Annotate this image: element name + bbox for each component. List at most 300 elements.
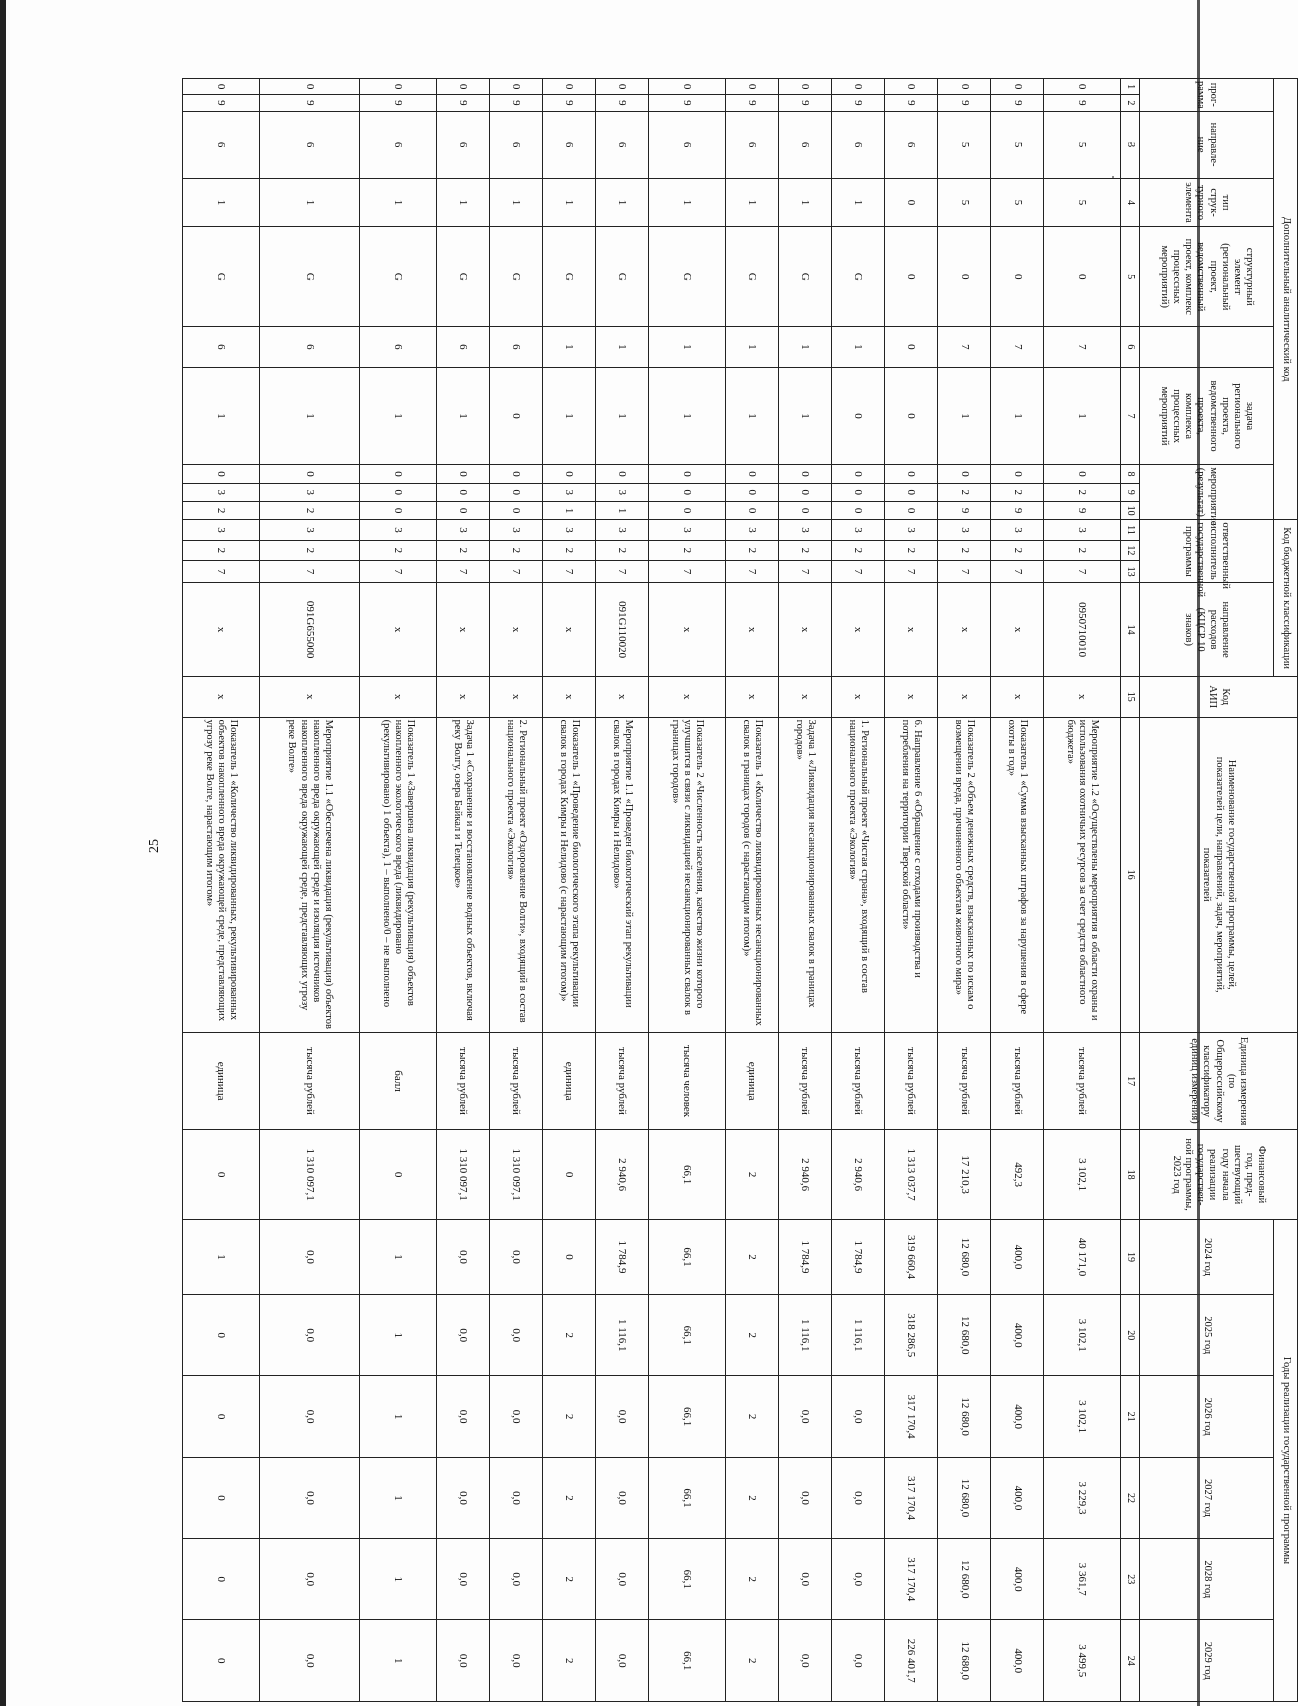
code-cell: 0 xyxy=(489,367,542,465)
code-cell: 9 xyxy=(885,95,938,111)
code-cell: 3 xyxy=(259,520,359,540)
column-number: 9 xyxy=(1121,483,1140,501)
code-cell: 0 xyxy=(885,178,938,227)
value-cell: 0,0 xyxy=(596,1539,649,1620)
value-cell: 317 170,4 xyxy=(885,1457,938,1538)
header-years-title: Годы реализации государственной программы xyxy=(1274,1219,1298,1701)
value-cell: 3 102,1 xyxy=(1044,1376,1121,1457)
code-cell: 6 xyxy=(649,111,726,178)
value-cell: 1 xyxy=(360,1295,437,1376)
unit-cell: тысяча рублей xyxy=(991,1032,1044,1130)
value-cell: 2 940,6 xyxy=(832,1130,885,1219)
code-cell: 6 xyxy=(832,111,885,178)
code-cell: 1 xyxy=(596,501,649,519)
value-cell: 0 xyxy=(183,1376,260,1457)
code-cell: 1 xyxy=(649,367,726,465)
code-cell: 9 xyxy=(938,501,991,519)
value-cell: 1 116,1 xyxy=(832,1295,885,1376)
code-cell: 3 xyxy=(489,520,542,540)
header-year-2027: 2027 год xyxy=(1140,1457,1274,1538)
code-cell: 1 xyxy=(543,367,596,465)
code-cell: 1 xyxy=(778,178,831,227)
value-cell: 0 xyxy=(183,1539,260,1620)
code-cell: 5 xyxy=(991,178,1044,227)
value-cell: 0,0 xyxy=(436,1376,489,1457)
code-cell: 2 xyxy=(938,483,991,501)
code-cell: 6 xyxy=(489,327,542,368)
code-cell: 0950710010 xyxy=(1044,583,1121,677)
column-number: 1 xyxy=(1121,79,1140,95)
table-row xyxy=(885,79,938,1702)
code-cell: х xyxy=(183,583,260,677)
value-cell: 400,0 xyxy=(991,1539,1044,1620)
code-cell: 1 xyxy=(649,178,726,227)
table-header xyxy=(1121,79,1298,1702)
unit-cell: тысяча рублей xyxy=(436,1032,489,1130)
code-cell: 2 xyxy=(259,540,359,560)
code-cell: 5 xyxy=(1044,111,1121,178)
value-cell: 2 xyxy=(725,1295,778,1376)
table-row xyxy=(543,79,596,1702)
code-cell: 3 xyxy=(360,520,437,540)
value-cell: 3 361,7 xyxy=(1044,1539,1121,1620)
code-cell: 2 xyxy=(1044,540,1121,560)
unit-cell: тысяча рублей xyxy=(778,1032,831,1130)
code-cell: 7 xyxy=(725,560,778,582)
value-cell: 40 171,0 xyxy=(1044,1219,1121,1294)
header-napr: направле- ние xyxy=(1140,111,1274,178)
header-struct: структурный элемент (региональный проект, ведомственный проект, комплекс процессных мероприятий) xyxy=(1140,227,1274,327)
code-cell: 9 xyxy=(183,95,260,111)
code-cell: 7 xyxy=(778,560,831,582)
value-cell: 0,0 xyxy=(436,1620,489,1702)
code-cell: х xyxy=(259,676,359,717)
column-number: 14 xyxy=(1121,583,1140,677)
code-cell: 0 xyxy=(832,79,885,95)
value-cell: 66,1 xyxy=(649,1219,726,1294)
code-cell: 3 xyxy=(436,520,489,540)
item-name: Показатель 1 «Количество ликвидированных несанкционированных свалок в границах городов (с нарастающим итогом)» xyxy=(725,717,778,1032)
code-cell: 7 xyxy=(543,560,596,582)
header-year-2025: 2025 год xyxy=(1140,1295,1274,1376)
value-cell: 3 229,3 xyxy=(1044,1457,1121,1538)
header-meropr: мероприятие (результат) xyxy=(1140,465,1274,520)
value-cell: 1 310 097,1 xyxy=(436,1130,489,1219)
code-cell: 1 xyxy=(725,178,778,227)
column-number: 19 xyxy=(1121,1219,1140,1294)
value-cell: 66,1 xyxy=(649,1295,726,1376)
code-cell: 6 xyxy=(360,111,437,178)
code-cell: 5 xyxy=(938,178,991,227)
code-cell: 0 xyxy=(360,483,437,501)
code-cell: G xyxy=(649,227,726,327)
value-cell: 12 680,0 xyxy=(938,1539,991,1620)
column-number: 4 xyxy=(1121,178,1140,227)
table-row xyxy=(183,79,260,1702)
item-name: Показатель 1 «Проведение биологического этапа рекультивации свалок в городах Кимры и Нелидово (с нарастающим итогом)» xyxy=(543,717,596,1032)
value-cell: 66,1 xyxy=(649,1130,726,1219)
column-number: 22 xyxy=(1121,1457,1140,1538)
code-cell: 0 xyxy=(259,465,359,483)
value-cell: 12 680,0 xyxy=(938,1620,991,1702)
code-cell: х xyxy=(436,676,489,717)
code-cell: 0 xyxy=(649,465,726,483)
code-cell: 5 xyxy=(1044,178,1121,227)
value-cell: 1 xyxy=(360,1219,437,1294)
code-cell: 6 xyxy=(259,111,359,178)
value-cell: 0,0 xyxy=(832,1457,885,1538)
code-cell: 3 xyxy=(596,483,649,501)
code-cell: 1 xyxy=(489,178,542,227)
value-cell: 66,1 xyxy=(649,1376,726,1457)
code-cell: 7 xyxy=(436,560,489,582)
value-cell: 1 xyxy=(360,1376,437,1457)
code-cell: х xyxy=(436,583,489,677)
code-cell: G xyxy=(832,227,885,327)
code-cell: 0 xyxy=(778,501,831,519)
column-number: 16 xyxy=(1121,717,1140,1032)
code-cell: х xyxy=(938,583,991,677)
code-cell: 0 xyxy=(259,79,359,95)
code-cell: 1 xyxy=(543,327,596,368)
code-cell: 2 xyxy=(183,540,260,560)
value-cell: 1 xyxy=(360,1457,437,1538)
value-cell: 0,0 xyxy=(436,1295,489,1376)
code-cell: 3 xyxy=(649,520,726,540)
value-cell: 66,1 xyxy=(649,1620,726,1702)
code-cell: 2 xyxy=(543,540,596,560)
value-cell: 0 xyxy=(183,1130,260,1219)
code-cell: 9 xyxy=(938,95,991,111)
code-cell: х xyxy=(991,583,1044,677)
code-cell: 6 xyxy=(436,111,489,178)
unit-cell: тысяча рублей xyxy=(489,1032,542,1130)
code-cell: 7 xyxy=(991,560,1044,582)
code-cell: 2 xyxy=(832,540,885,560)
value-cell: 1 xyxy=(183,1219,260,1294)
value-cell: 0,0 xyxy=(259,1539,359,1620)
value-cell: 0,0 xyxy=(259,1457,359,1538)
code-cell: G xyxy=(596,227,649,327)
value-cell: 66,1 xyxy=(649,1539,726,1620)
unit-cell: тысяча рублей xyxy=(832,1032,885,1130)
unit-cell: тысяча рублей xyxy=(259,1032,359,1130)
value-cell: 1 313 037,7 xyxy=(885,1130,938,1219)
value-cell: 2 xyxy=(543,1295,596,1376)
code-cell: 9 xyxy=(991,95,1044,111)
code-cell: х xyxy=(938,676,991,717)
header-fin-year: Финансовый год, пред- шествующий году начала реализации государствен- ной программы, 2023 год xyxy=(1140,1130,1298,1219)
code-cell: G xyxy=(436,227,489,327)
column-number: 15 xyxy=(1121,676,1140,717)
code-cell: 1 xyxy=(360,178,437,227)
column-number: 18 xyxy=(1121,1130,1140,1219)
code-cell: 2 xyxy=(259,501,359,519)
code-cell: х xyxy=(649,583,726,677)
code-cell: 0 xyxy=(832,483,885,501)
value-cell: 0 xyxy=(183,1620,260,1702)
code-cell: 0 xyxy=(1044,465,1121,483)
value-cell: 1 xyxy=(360,1620,437,1702)
table-row xyxy=(436,79,489,1702)
code-cell: 0 xyxy=(649,483,726,501)
value-cell: 0,0 xyxy=(832,1620,885,1702)
code-cell: 7 xyxy=(360,560,437,582)
code-cell: 3 xyxy=(543,520,596,540)
code-cell: х xyxy=(543,583,596,677)
code-cell: 0 xyxy=(436,465,489,483)
code-cell: х xyxy=(885,583,938,677)
code-cell: 1 xyxy=(596,178,649,227)
value-cell: 0 xyxy=(183,1295,260,1376)
code-cell: 0 xyxy=(938,79,991,95)
column-number: 24 xyxy=(1121,1620,1140,1702)
column-number: 17 xyxy=(1121,1032,1140,1130)
column-number: 3 xyxy=(1121,111,1140,178)
column-number: 5 xyxy=(1121,227,1140,327)
value-cell: 2 xyxy=(725,1620,778,1702)
code-cell: 7 xyxy=(259,560,359,582)
item-name: 6. Направление 6 «Обращение с отходами производства и потребления на территории Тверской области» xyxy=(885,717,938,1032)
code-cell: 9 xyxy=(1044,95,1121,111)
code-cell: 6 xyxy=(436,327,489,368)
value-cell: 2 xyxy=(725,1376,778,1457)
code-cell: G xyxy=(183,227,260,327)
code-cell: 0 xyxy=(360,79,437,95)
header-tip: тип струк- турного элемента xyxy=(1140,178,1274,227)
column-number: 11 xyxy=(1121,520,1140,540)
code-cell: 9 xyxy=(1044,501,1121,519)
table-row xyxy=(489,79,542,1702)
value-cell: 0,0 xyxy=(259,1620,359,1702)
code-cell: 0 xyxy=(725,465,778,483)
table-row xyxy=(596,79,649,1702)
code-cell: 2 xyxy=(1044,483,1121,501)
code-cell: 0 xyxy=(596,79,649,95)
code-cell: 9 xyxy=(649,95,726,111)
code-cell: 3 xyxy=(991,520,1044,540)
code-cell: G xyxy=(360,227,437,327)
code-cell: G xyxy=(725,227,778,327)
code-cell: 9 xyxy=(360,95,437,111)
value-cell: 226 401,7 xyxy=(885,1620,938,1702)
value-cell: 400,0 xyxy=(991,1457,1044,1538)
code-cell: 091G655000 xyxy=(259,583,359,677)
value-cell: 1 116,1 xyxy=(596,1295,649,1376)
value-cell: 0,0 xyxy=(778,1620,831,1702)
code-cell: 1 xyxy=(259,178,359,227)
value-cell: 0,0 xyxy=(778,1539,831,1620)
code-cell: 0 xyxy=(360,501,437,519)
page-number: 25 xyxy=(147,839,162,853)
code-cell: 1 xyxy=(543,178,596,227)
code-cell: 0 xyxy=(885,227,938,327)
code-cell: 1 xyxy=(832,178,885,227)
unit-cell: единица xyxy=(725,1032,778,1130)
header-year-2026: 2026 год xyxy=(1140,1376,1274,1457)
code-cell: 0 xyxy=(489,501,542,519)
code-cell: 0 xyxy=(725,483,778,501)
item-name: 2. Региональный проект «Оздоровление Волги», входящий в состав национального проекта «Экология» xyxy=(489,717,542,1032)
value-cell: 2 940,6 xyxy=(778,1130,831,1219)
value-cell: 12 680,0 xyxy=(938,1295,991,1376)
code-cell: 7 xyxy=(938,560,991,582)
code-cell: 1 xyxy=(778,367,831,465)
program-table xyxy=(182,78,1298,1702)
value-cell: 0,0 xyxy=(489,1376,542,1457)
code-cell: 2 xyxy=(489,540,542,560)
value-cell: 0,0 xyxy=(436,1539,489,1620)
code-cell: 2 xyxy=(885,540,938,560)
code-cell: 7 xyxy=(885,560,938,582)
code-cell: 5 xyxy=(991,111,1044,178)
code-cell: 091G110020 xyxy=(596,583,649,677)
code-cell: 1 xyxy=(183,367,260,465)
code-cell: 0 xyxy=(649,79,726,95)
code-cell: х xyxy=(596,676,649,717)
code-cell: 9 xyxy=(832,95,885,111)
value-cell: 3 102,1 xyxy=(1044,1130,1121,1219)
value-cell: 1 116,1 xyxy=(778,1295,831,1376)
code-cell: 2 xyxy=(596,540,649,560)
value-cell: 1 310 097,1 xyxy=(259,1130,359,1219)
item-name: Показатель 1 «Завершена ликвидация (рекультивация) объектов накопленного экологического вреда (ликвидировано (рекультивировано) 1 объекта), 1 – выполнено/0 – не выполнено xyxy=(360,717,437,1032)
value-cell: 0,0 xyxy=(832,1376,885,1457)
value-cell: 317 170,4 xyxy=(885,1539,938,1620)
table-row xyxy=(832,79,885,1702)
code-cell: 0 xyxy=(183,465,260,483)
code-cell: 2 xyxy=(991,483,1044,501)
code-cell: 3 xyxy=(832,520,885,540)
code-cell: 7 xyxy=(183,560,260,582)
code-cell: G xyxy=(543,227,596,327)
value-cell: 0,0 xyxy=(778,1457,831,1538)
column-number: 2 xyxy=(1121,95,1140,111)
unit-cell: единица xyxy=(543,1032,596,1130)
code-cell: 2 xyxy=(649,540,726,560)
value-cell: 0,0 xyxy=(259,1219,359,1294)
value-cell: 400,0 xyxy=(991,1219,1044,1294)
code-cell: 0 xyxy=(832,465,885,483)
table-row xyxy=(360,79,437,1702)
code-cell: 2 xyxy=(360,540,437,560)
code-cell: 6 xyxy=(183,327,260,368)
value-cell: 17 210,3 xyxy=(938,1130,991,1219)
value-cell: 0,0 xyxy=(489,1539,542,1620)
column-number: 6 xyxy=(1121,327,1140,368)
header-struct-cont xyxy=(1140,327,1274,368)
code-cell: 0 xyxy=(832,501,885,519)
code-cell: 9 xyxy=(436,95,489,111)
item-name: Показатель 2 «Объем денежных средств, взысканных по искам о возмещении вреда, причиненного объектам животного мира» xyxy=(938,717,991,1032)
code-cell: 0 xyxy=(885,367,938,465)
column-number-row xyxy=(1121,79,1140,1702)
value-cell: 2 xyxy=(543,1539,596,1620)
value-cell: 1 784,9 xyxy=(778,1219,831,1294)
code-cell: 1 xyxy=(1044,367,1121,465)
value-cell: 3 499,5 xyxy=(1044,1620,1121,1702)
header-zadacha: задача регионального проекта, ведомственного проекта, комплекса процессных мероприятий xyxy=(1140,367,1274,465)
code-cell: 3 xyxy=(725,520,778,540)
code-cell: 0 xyxy=(436,79,489,95)
value-cell: 319 660,4 xyxy=(885,1219,938,1294)
code-cell: 3 xyxy=(259,483,359,501)
code-cell: 6 xyxy=(360,327,437,368)
value-cell: 12 680,0 xyxy=(938,1457,991,1538)
value-cell: 0,0 xyxy=(596,1457,649,1538)
code-cell: 9 xyxy=(489,95,542,111)
code-cell: 3 xyxy=(543,483,596,501)
code-cell: х xyxy=(360,583,437,677)
code-cell: 7 xyxy=(1044,327,1121,368)
code-cell: 7 xyxy=(1044,560,1121,582)
code-cell: 0 xyxy=(778,483,831,501)
item-name: Показатель 1 «Сумма взысканных штрафов за нарушения в сфере охоты в год» xyxy=(991,717,1044,1032)
unit-cell: тысяча рублей xyxy=(885,1032,938,1130)
header-kbk: Код бюджетной классификации xyxy=(1274,520,1298,677)
unit-cell: балл xyxy=(360,1032,437,1130)
code-cell: 6 xyxy=(489,111,542,178)
code-cell: 2 xyxy=(183,501,260,519)
unit-cell: единица xyxy=(183,1032,260,1130)
column-number: 21 xyxy=(1121,1376,1140,1457)
code-cell: 0 xyxy=(725,79,778,95)
value-cell: 66,1 xyxy=(649,1457,726,1538)
table-container xyxy=(182,78,1298,1702)
value-cell: 12 680,0 xyxy=(938,1219,991,1294)
code-cell: 7 xyxy=(991,327,1044,368)
code-cell: 0 xyxy=(1044,79,1121,95)
code-cell: 1 xyxy=(832,327,885,368)
value-cell: 2 940,6 xyxy=(596,1130,649,1219)
value-cell: 0 xyxy=(360,1130,437,1219)
code-cell: 6 xyxy=(778,111,831,178)
code-cell: 9 xyxy=(259,95,359,111)
value-cell: 12 680,0 xyxy=(938,1376,991,1457)
code-cell: х xyxy=(778,676,831,717)
code-cell: G xyxy=(489,227,542,327)
value-cell: 0,0 xyxy=(489,1620,542,1702)
column-number: 23 xyxy=(1121,1539,1140,1620)
code-cell: 0 xyxy=(436,483,489,501)
code-cell: 1 xyxy=(183,178,260,227)
table-row xyxy=(649,79,726,1702)
value-cell: 0 xyxy=(543,1130,596,1219)
value-cell: 0,0 xyxy=(489,1457,542,1538)
code-cell: 7 xyxy=(649,560,726,582)
scan-left-edge xyxy=(0,0,6,1706)
value-cell: 1 784,9 xyxy=(832,1219,885,1294)
code-cell: G xyxy=(259,227,359,327)
code-cell: 9 xyxy=(543,95,596,111)
value-cell: 400,0 xyxy=(991,1620,1044,1702)
code-cell: G xyxy=(778,227,831,327)
column-number: 7 xyxy=(1121,367,1140,465)
code-cell: 0 xyxy=(991,79,1044,95)
code-cell: 3 xyxy=(183,520,260,540)
value-cell: 1 xyxy=(360,1539,437,1620)
code-cell: 6 xyxy=(543,111,596,178)
code-cell: 0 xyxy=(1044,227,1121,327)
code-cell: 9 xyxy=(778,95,831,111)
code-cell: х xyxy=(725,583,778,677)
unit-cell: тысяча рублей xyxy=(596,1032,649,1130)
code-cell: 0 xyxy=(778,79,831,95)
value-cell: 2 xyxy=(725,1130,778,1219)
code-cell: 1 xyxy=(991,367,1044,465)
unit-cell: тысяча рублей xyxy=(938,1032,991,1130)
code-cell: 2 xyxy=(938,540,991,560)
